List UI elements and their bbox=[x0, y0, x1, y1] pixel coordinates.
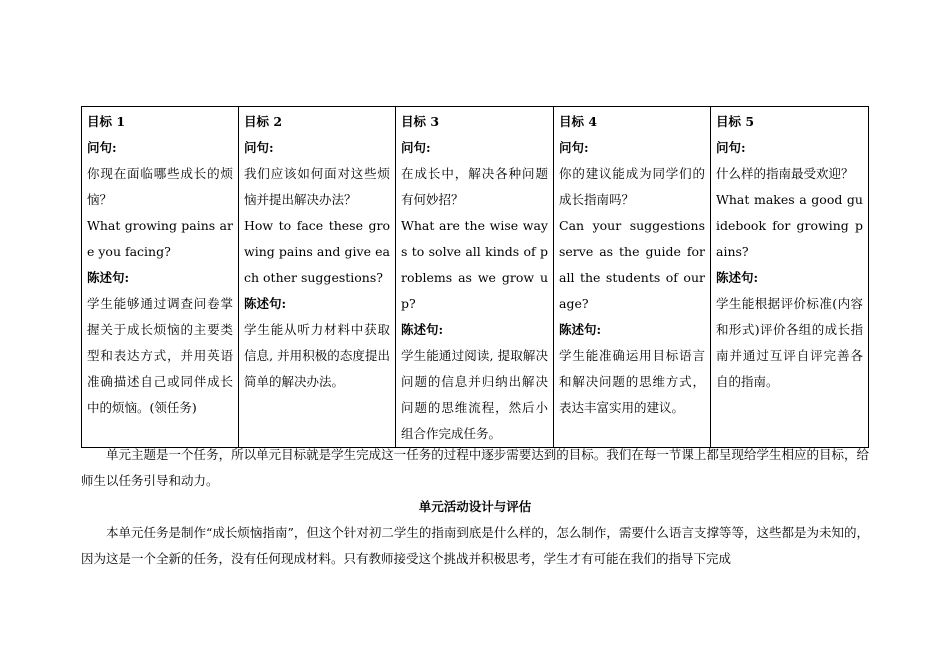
question-label: 问句: bbox=[716, 140, 746, 155]
question-chinese: 你现在面临哪些成长的烦恼？ bbox=[87, 166, 233, 207]
table-row bbox=[82, 107, 869, 448]
statement-label: 陈述句: bbox=[559, 322, 602, 337]
question-english: What are the wise ways to solve all kinds of problems as we grow up? bbox=[401, 218, 548, 311]
goal-cell-2 bbox=[239, 107, 396, 448]
question-label: 问句: bbox=[559, 140, 589, 155]
statement-label: 陈述句: bbox=[716, 270, 759, 285]
statement-text: 学生能准确运用目标语言和解决问题的思维方式，表达丰富实用的建议。 bbox=[559, 348, 705, 415]
question-english: Can your suggestions serve as the guide for all the students of our age? bbox=[559, 218, 705, 311]
section-heading: 单元活动设计与评估 bbox=[418, 499, 532, 514]
question-chinese: 我们应该如何面对这些烦恼并提出解决办法？ bbox=[244, 166, 390, 207]
unit-goals-table bbox=[81, 106, 869, 448]
question-chinese: 在成长中，解决各种问题有何妙招？ bbox=[401, 166, 548, 207]
question-label: 问句: bbox=[87, 140, 117, 155]
question-label: 问句: bbox=[401, 140, 431, 155]
statement-label: 陈述句: bbox=[87, 270, 130, 285]
goal-title: 目标 1 bbox=[87, 114, 126, 129]
question-chinese: 什么样的指南最受欢迎？ bbox=[716, 166, 854, 181]
question-label: 问句: bbox=[244, 140, 274, 155]
goal-title: 目标 2 bbox=[244, 114, 283, 129]
statement-label: 陈述句: bbox=[244, 296, 287, 311]
paragraph-unit-task: 本单元任务是制作“成长烦恼指南”，但这个针对初二学生的指南到底是什么样的，怎么制作，需要什么语言支撑等等，这些都是为未知的，因为这是一个全新的任务，没有任何现成材料。只有教师接受这个挑战并积极思考，学生才有可能在我们的指导下完成 bbox=[81, 525, 869, 566]
goal-cell-1 bbox=[82, 107, 239, 448]
paragraph-unit-theme: 单元主题是一个任务，所以单元目标就是学生完成这一任务的过程中逐步需要达到的目标。我们在每一节课上都呈现给学生相应的目标，给师生以任务引导和动力。 bbox=[81, 447, 869, 488]
goal-cell-3 bbox=[396, 107, 554, 448]
statement-text: 学生能从听力材料中获取信息, 并用积极的态度提出简单的解决办法。 bbox=[244, 322, 390, 389]
goal-cell-4 bbox=[554, 107, 711, 448]
statement-label: 陈述句: bbox=[401, 322, 444, 337]
statement-text: 学生能通过阅读, 提取解决问题的信息并归纳出解决问题的思维流程，然后小组合作完成任务。 bbox=[401, 348, 548, 441]
statement-text: 学生能根据评价标准(内容和形式)评价各组的成长指南并通过互评自评完善各自的指南。 bbox=[716, 296, 863, 389]
question-english: How to face these growing pains and give each other suggestions? bbox=[244, 218, 390, 285]
statement-text: 学生能够通过调查问卷掌握关于成长烦恼的主要类型和表达方式，并用英语准确描述自己或同伴成长中的烦恼。(领任务) bbox=[87, 296, 233, 415]
goal-title: 目标 5 bbox=[716, 114, 755, 129]
question-english: What growing pains are you facing? bbox=[87, 218, 233, 259]
question-english: What makes a good guidebook for growing pains? bbox=[716, 192, 863, 259]
goal-cell-5 bbox=[711, 107, 869, 448]
question-chinese: 你的建议能成为同学们的成长指南吗？ bbox=[559, 166, 705, 207]
goal-title: 目标 4 bbox=[559, 114, 598, 129]
goal-title: 目标 3 bbox=[401, 114, 440, 129]
